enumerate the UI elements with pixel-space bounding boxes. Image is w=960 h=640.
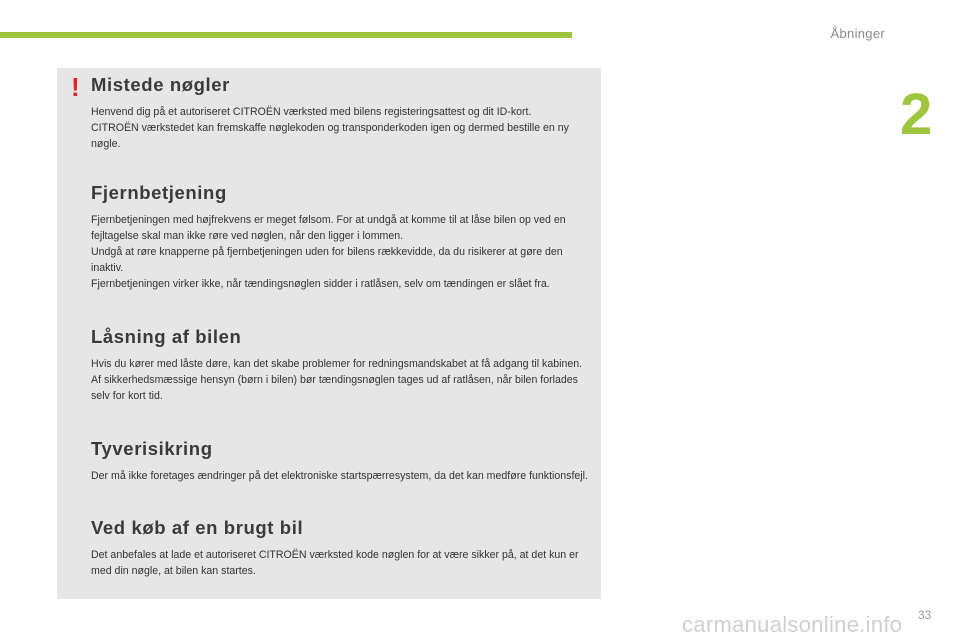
section-paragraph: Fjernbetjeningen med højfrekvens er meget følsom. For at undgå at komme til at låse bilen op ved en fejltagelse skal man ikke røre ved nøglen, når den ligger i lommen. (91, 214, 566, 242)
section-title: Ved køb af en brugt bil (91, 517, 304, 538)
section-paragraph: Undgå at røre knapperne på fjernbetjeningen uden for bilens rækkevidde, da du risikerer at gøre den inaktiv. (91, 246, 563, 274)
section-paragraph: Hvis du kører med låste døre, kan det skabe problemer for redningsmandskabet at få adgang til kabinen. (91, 358, 583, 370)
section-lost-keys (91, 74, 591, 152)
section-title: Tyverisikring (91, 438, 213, 459)
chapter-number: 2 (900, 82, 933, 147)
section-title: Fjernbetjening (91, 182, 227, 203)
section-remote-control (91, 182, 591, 292)
page-number: 33 (918, 608, 932, 622)
chapter-accent-bar (0, 32, 572, 38)
chapter-title: Åbninger (830, 26, 885, 41)
section-paragraph: CITROËN værkstedet kan fremskaffe nøglekoden og transponderkoden igen og dermed bestille en ny nøgle. (91, 122, 569, 150)
section-title: Låsning af bilen (91, 326, 242, 347)
section-paragraph: Fjernbetjeningen virker ikke, når tændingsnøglen sidder i ratlåsen, selv om tændingen er slået fra. (91, 278, 550, 290)
section-title: Mistede nøgler (91, 74, 230, 95)
section-used-car (91, 517, 591, 579)
section-locking (91, 326, 591, 404)
watermark: carmanualsonline.info (682, 612, 903, 637)
section-paragraph: Der må ikke foretages ændringer på det elektroniske startspærresystem, da det kan medføre funktionsfejl. (91, 470, 588, 482)
section-paragraph: Af sikkerhedsmæssige hensyn (børn i bilen) bør tændingsnøglen tages ud af ratlåsen, når bilen forlades selv for kort tid. (91, 374, 578, 402)
info-panel (57, 68, 601, 599)
section-anti-theft (91, 438, 591, 484)
exclamation-icon: ! (71, 72, 80, 102)
section-paragraph: Det anbefales at lade et autoriseret CITROËN værksted kode nøglen for at være sikker på, at det kun er med din nøgle, at bilen kan startes. (91, 549, 579, 577)
section-paragraph: Henvend dig på et autoriseret CITROËN værksted med bilens registeringsattest og dit ID-kort. (91, 106, 532, 118)
